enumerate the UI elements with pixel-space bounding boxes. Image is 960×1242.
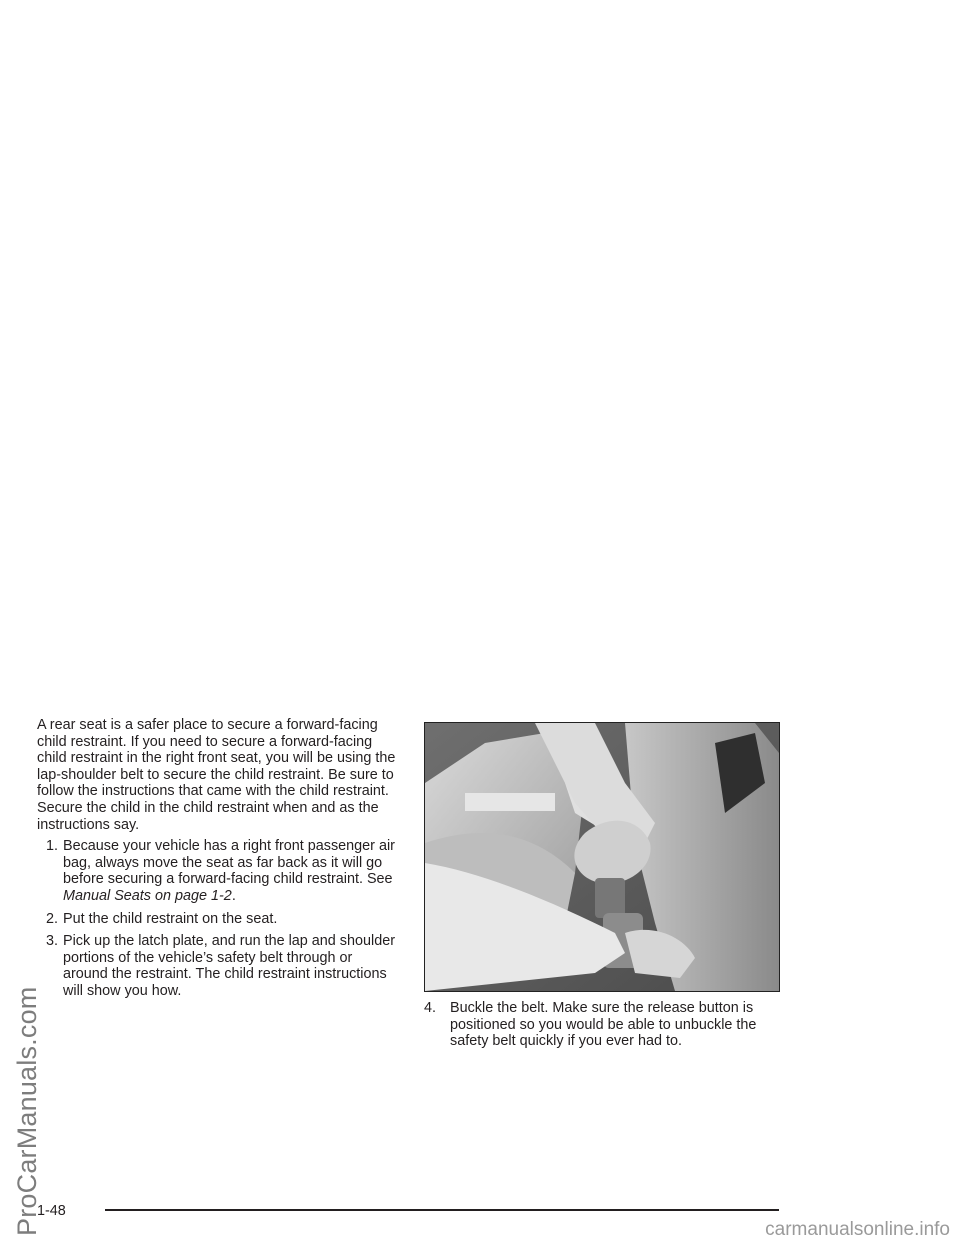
step-text: Buckle the belt. Make sure the release button is positioned so you would be able to unbuckle the safety belt quickly if you ever had to. <box>450 1000 757 1050</box>
list-item <box>37 911 397 928</box>
seatbelt-photo-image <box>425 723 779 991</box>
step-number: 2. <box>46 910 59 927</box>
seatbelt-illustration <box>424 722 780 992</box>
step-number: 3. <box>46 933 59 950</box>
step-text: Put the child restraint on the seat. <box>63 910 278 927</box>
step-number: 1. <box>46 838 59 855</box>
step-text-tail: . <box>231 887 236 904</box>
list-item <box>37 838 397 904</box>
footer-rule <box>105 1209 779 1211</box>
cross-reference-link[interactable]: Manual Seats on page 1-2 <box>63 887 232 904</box>
steps-list <box>37 838 397 999</box>
list-item <box>424 1000 784 1050</box>
step-text: Because your vehicle has a right front passenger air bag, always move the seat as far back as it will go before securing a forward-facing child restraint. See <box>63 838 395 888</box>
step-text: Pick up the latch plate, and run the lap and shoulder portions of the vehicle’s safety belt through or around the restraint. The child restraint instructions will show you how. <box>63 933 396 999</box>
site-watermark: carmanualsonline.info <box>765 1219 950 1240</box>
right-column <box>424 1000 784 1050</box>
intro-paragraph: A rear seat is a safer place to secure a forward-facing child restraint. If you need to secure a forward-facing child restraint in the right front seat, you will be using the lap-shoulder belt to secure the child restraint. Be sure to follow the instructions that came with the child restraint. Secure the child in the child restraint when and as the instructions say. <box>37 717 396 833</box>
step-number: 4. <box>424 1000 437 1016</box>
watermark-text: ProCarManuals.com <box>12 986 42 1236</box>
page-number: 1-48 <box>37 1203 66 1219</box>
list-item <box>37 933 397 999</box>
left-column <box>37 717 397 1006</box>
